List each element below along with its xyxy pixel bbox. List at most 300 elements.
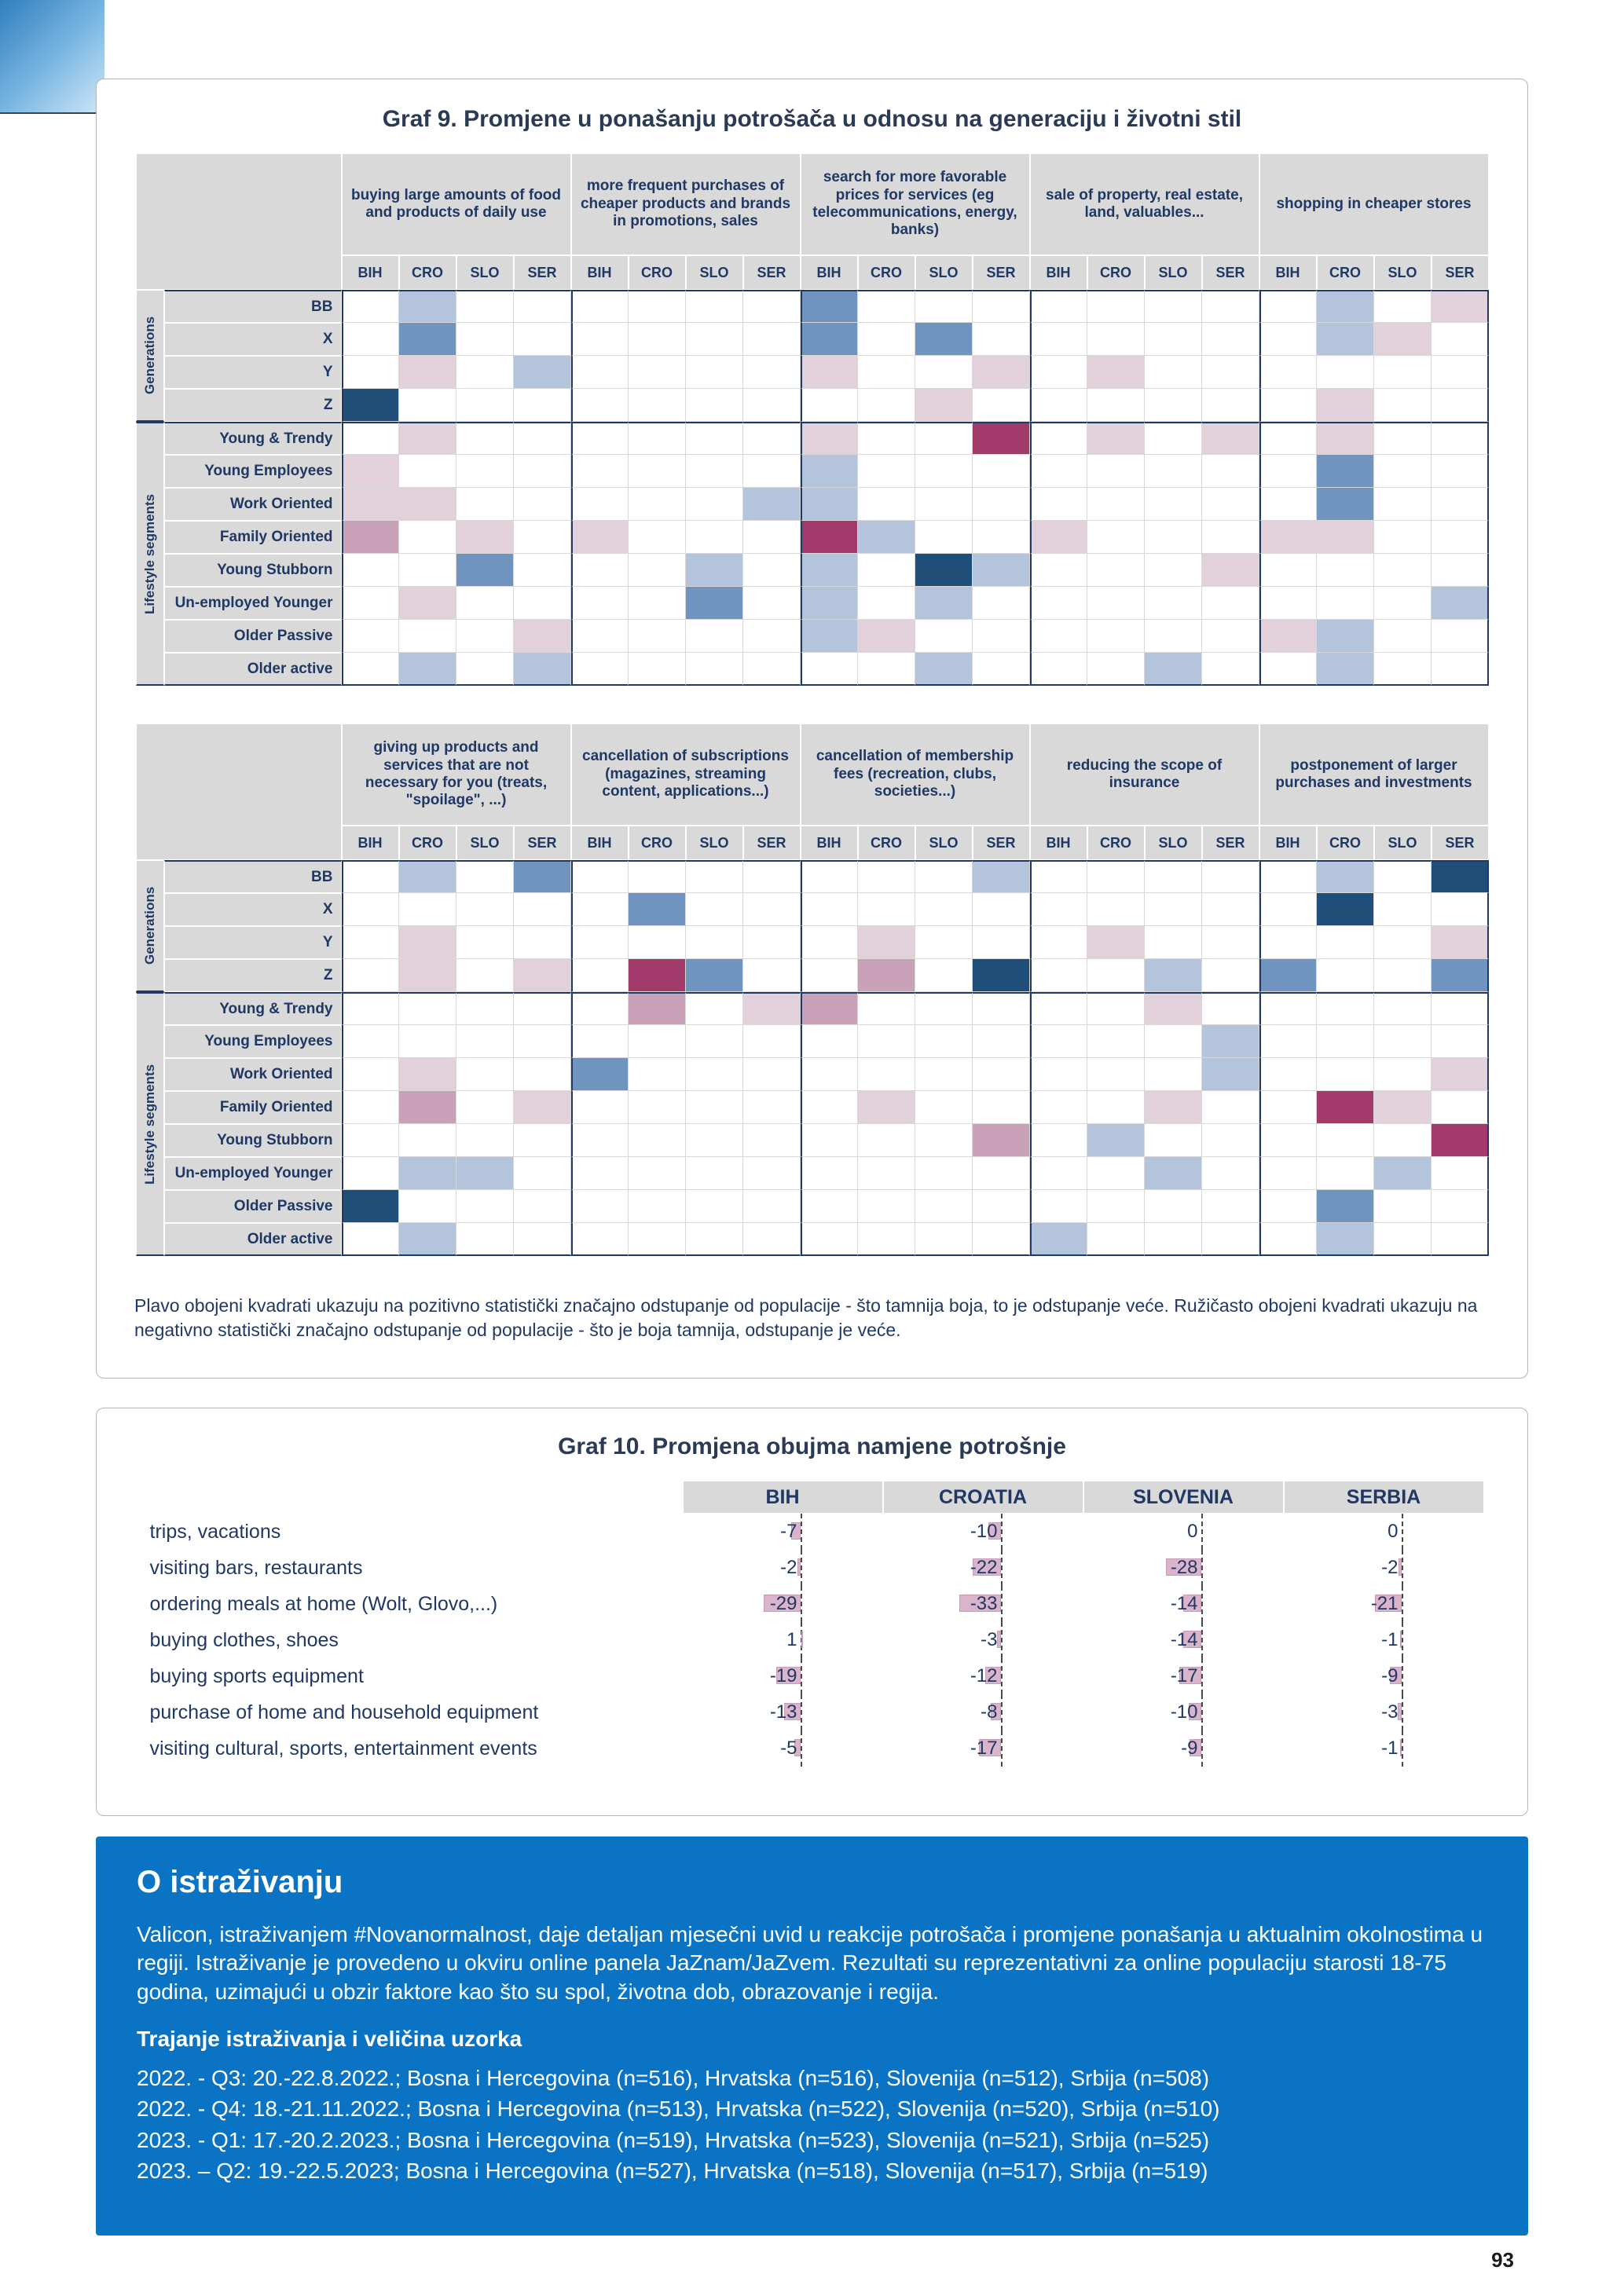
heatmap-cell xyxy=(399,521,456,554)
heatmap-cell xyxy=(743,389,801,422)
row-label: Young & Trendy xyxy=(164,992,342,1025)
heatmap-cell xyxy=(1259,959,1317,992)
heatmap-cell xyxy=(1259,290,1317,323)
heatmap-cell xyxy=(629,1157,686,1190)
heatmap-cell xyxy=(915,323,973,356)
heatmap-cell xyxy=(399,1190,456,1223)
heatmap-cell xyxy=(1317,488,1374,521)
heatmap-cell xyxy=(858,455,915,488)
graf10-value-cell xyxy=(1284,1658,1484,1694)
graf10-value-cell xyxy=(1284,1514,1484,1550)
heatmap-cell xyxy=(342,587,399,620)
heatmap-cell xyxy=(858,1190,915,1223)
heatmap-cell xyxy=(456,1190,514,1223)
heatmap-cell xyxy=(801,926,858,959)
heatmap-cell xyxy=(801,587,858,620)
heatmap-cell xyxy=(801,893,858,926)
heatmap-cell xyxy=(1259,992,1317,1025)
heatmap-cell xyxy=(1259,455,1317,488)
heatmap-cell xyxy=(743,860,801,893)
graf10-row-label: visiting bars, restaurants xyxy=(149,1556,363,1579)
heatmap-cell xyxy=(342,1190,399,1223)
zero-axis xyxy=(1402,1694,1403,1730)
graf10-value-cell xyxy=(683,1694,883,1730)
heatmap-cell xyxy=(629,488,686,521)
heatmap-cell xyxy=(514,926,571,959)
heatmap-cell xyxy=(629,620,686,653)
heatmap-cell xyxy=(915,290,973,323)
heatmap-cell xyxy=(686,488,743,521)
graf10-value-cell xyxy=(683,1730,883,1767)
heatmap-cell xyxy=(1145,422,1202,455)
heatmap-cell xyxy=(973,926,1030,959)
heatmap-cell xyxy=(1030,959,1087,992)
heatmap-cell xyxy=(629,1025,686,1058)
graf10-value-cell xyxy=(1284,1622,1484,1658)
heatmap-cell xyxy=(629,1124,686,1157)
heatmap-cell xyxy=(1374,926,1432,959)
heatmap-cell xyxy=(973,1058,1030,1091)
heatmap-cell xyxy=(858,653,915,686)
value-label: -19 xyxy=(769,1665,797,1686)
heatmap-cell xyxy=(743,323,801,356)
heatmap-cell xyxy=(629,893,686,926)
heatmap-cell xyxy=(514,992,571,1025)
heatmap-cell xyxy=(629,455,686,488)
heatmap-cell xyxy=(1087,1025,1145,1058)
heatmap-cell xyxy=(342,521,399,554)
row-label: Y xyxy=(164,926,342,959)
graf10-value-cell xyxy=(1284,1550,1484,1586)
heatmap-cell xyxy=(973,1091,1030,1124)
heatmap-cell xyxy=(514,323,571,356)
value-label: -14 xyxy=(1170,1593,1198,1614)
heatmap-cell xyxy=(342,620,399,653)
heatmap-cell xyxy=(1202,1025,1259,1058)
heatmap-cell xyxy=(1145,893,1202,926)
country-header: SLO xyxy=(456,255,514,290)
heatmap-cell xyxy=(743,554,801,587)
sample-line: 2022. - Q3: 20.-22.8.2022.; Bosna i Hercegovina (n=516), Hrvatska (n=516), Slovenija (n=512), Srbija (n=508) xyxy=(137,2066,1210,2091)
heatmap-cell xyxy=(801,323,858,356)
heatmap-cell xyxy=(915,455,973,488)
heatmap-cell xyxy=(1030,290,1087,323)
heatmap-cell xyxy=(1087,926,1145,959)
column-group-header: buying large amounts of food and products of daily use xyxy=(342,153,571,255)
heatmap-cell xyxy=(915,1058,973,1091)
row-label: Young Employees xyxy=(164,455,342,488)
heatmap-cell xyxy=(1374,992,1432,1025)
heatmap-cell xyxy=(1030,488,1087,521)
heatmap-cell xyxy=(1432,959,1489,992)
zero-axis xyxy=(1201,1694,1203,1730)
heatmap-cell xyxy=(1202,1223,1259,1256)
heatmap-cell xyxy=(629,422,686,455)
heatmap-cell xyxy=(1259,521,1317,554)
heatmap-cell xyxy=(686,1124,743,1157)
about-panel xyxy=(96,1836,1528,2236)
heatmap-cell xyxy=(1145,992,1202,1025)
heatmap-cell xyxy=(915,1091,973,1124)
heatmap-cell xyxy=(1432,1124,1489,1157)
heatmap-cell xyxy=(1259,554,1317,587)
heatmap-cell xyxy=(1145,1124,1202,1157)
heatmap-cell xyxy=(743,992,801,1025)
heatmap-cell xyxy=(801,860,858,893)
heatmap-cell xyxy=(1432,290,1489,323)
heatmap-cell xyxy=(456,1091,514,1124)
heatmap-cell xyxy=(1087,959,1145,992)
heatmap-cell xyxy=(1432,1025,1489,1058)
country-header: SLO xyxy=(1374,255,1432,290)
heatmap-cell xyxy=(743,1058,801,1091)
heatmap-cell xyxy=(801,455,858,488)
heatmap-cell xyxy=(743,455,801,488)
zero-axis xyxy=(1201,1586,1203,1622)
heatmap-cell xyxy=(1202,422,1259,455)
zero-axis xyxy=(1402,1514,1403,1550)
value-label: -12 xyxy=(970,1665,998,1686)
heatmap-cell xyxy=(456,620,514,653)
value-label: 0 xyxy=(1388,1521,1399,1542)
heatmap-cell xyxy=(456,554,514,587)
heatmap-cell xyxy=(743,620,801,653)
column-group-header: more frequent purchases of cheaper products and brands in promotions, sales xyxy=(571,153,801,255)
row-label: Older active xyxy=(164,653,342,686)
heatmap-cell xyxy=(399,422,456,455)
heatmap-cell xyxy=(1202,992,1259,1025)
heatmap-cell xyxy=(801,1025,858,1058)
heatmap-cell xyxy=(1317,1157,1374,1190)
row-label: Y xyxy=(164,356,342,389)
heatmap-cell xyxy=(342,653,399,686)
graf10-table xyxy=(141,1481,1484,1767)
heatmap-cell xyxy=(686,356,743,389)
row-label: X xyxy=(164,893,342,926)
heatmap-cell xyxy=(456,422,514,455)
heatmap-cell xyxy=(571,1124,629,1157)
heatmap-cell xyxy=(399,554,456,587)
heatmap-cell xyxy=(1374,323,1432,356)
heatmap-cell xyxy=(629,992,686,1025)
graf10-value-cell xyxy=(683,1586,883,1622)
heatmap-cell xyxy=(1087,422,1145,455)
country-header: SLO xyxy=(915,826,973,860)
row-label: BB xyxy=(164,290,342,323)
heatmap-cell xyxy=(915,422,973,455)
country-header: SER xyxy=(973,255,1030,290)
heatmap-cell xyxy=(858,1157,915,1190)
heatmap-cell xyxy=(456,893,514,926)
heatmap-cell xyxy=(686,959,743,992)
heatmap-cell xyxy=(973,455,1030,488)
heatmap-cell xyxy=(1374,488,1432,521)
heatmap-cell xyxy=(629,860,686,893)
heatmap-cell xyxy=(1145,959,1202,992)
heatmap-cell xyxy=(1259,389,1317,422)
value-label: 1 xyxy=(786,1629,797,1650)
heatmap-cell xyxy=(1030,587,1087,620)
country-header: BIH xyxy=(1030,255,1087,290)
heatmap-cell xyxy=(915,1190,973,1223)
zero-axis xyxy=(801,1694,802,1730)
country-header: CRO xyxy=(629,255,686,290)
heatmap-cell xyxy=(1317,290,1374,323)
heatmap-cell xyxy=(629,554,686,587)
country-header: BIH xyxy=(342,255,399,290)
heatmap-cell xyxy=(1087,620,1145,653)
heatmap-cell xyxy=(1030,1223,1087,1256)
heatmap-cell xyxy=(571,488,629,521)
heatmap-cell xyxy=(973,1157,1030,1190)
heatmap-cell xyxy=(801,1091,858,1124)
heatmap-cell xyxy=(973,1223,1030,1256)
heatmap-cell xyxy=(629,521,686,554)
row-label: X xyxy=(164,323,342,356)
heatmap-cell xyxy=(514,1124,571,1157)
zero-axis xyxy=(1001,1694,1003,1730)
heatmap-cell xyxy=(973,422,1030,455)
heatmap-cell xyxy=(686,653,743,686)
row-group-label: Lifestyle segments xyxy=(136,992,164,1256)
row-label: Older active xyxy=(164,1223,342,1256)
value-label: -9 xyxy=(1181,1738,1198,1759)
heatmap-cell xyxy=(858,860,915,893)
heatmap-cell xyxy=(1030,653,1087,686)
heatmap-cell xyxy=(456,959,514,992)
heatmap-cell xyxy=(858,323,915,356)
heatmap-cell xyxy=(915,620,973,653)
heatmap-cell xyxy=(514,959,571,992)
heatmap-cell xyxy=(686,1223,743,1256)
zero-axis xyxy=(1201,1550,1203,1586)
heatmap-cell xyxy=(571,1091,629,1124)
heatmap-cell xyxy=(342,959,399,992)
value-label: 0 xyxy=(1187,1521,1198,1542)
heatmap-cell xyxy=(801,356,858,389)
heatmap-cell xyxy=(1145,389,1202,422)
heatmap-cell xyxy=(743,521,801,554)
heatmap-cell xyxy=(801,1157,858,1190)
heatmap-cell xyxy=(342,290,399,323)
graf10-row-label: ordering meals at home (Wolt, Glovo,...) xyxy=(149,1592,498,1615)
heatmap-cell xyxy=(1432,926,1489,959)
heatmap-cell xyxy=(1030,1091,1087,1124)
heatmap-cell xyxy=(1145,1025,1202,1058)
graf10-value-cell xyxy=(1083,1658,1284,1694)
heatmap-cell xyxy=(1317,860,1374,893)
heatmap-cell xyxy=(456,860,514,893)
heatmap-cell xyxy=(1317,455,1374,488)
heatmap-cell xyxy=(514,356,571,389)
value-bar xyxy=(1399,1558,1401,1576)
heatmap-cell xyxy=(1202,488,1259,521)
heatmap-cell xyxy=(1087,488,1145,521)
heatmap-cell xyxy=(1202,1124,1259,1157)
graf10-value-cell xyxy=(683,1550,883,1586)
heatmap-cell xyxy=(1259,356,1317,389)
heatmap-cell xyxy=(342,926,399,959)
heatmap-cell xyxy=(743,926,801,959)
heatmap-cell xyxy=(629,653,686,686)
heatmap-cell xyxy=(1202,860,1259,893)
heatmap-cell xyxy=(1374,959,1432,992)
heatmap-cell xyxy=(1432,1190,1489,1223)
heatmap-cell xyxy=(1317,389,1374,422)
country-header: CRO xyxy=(1087,826,1145,860)
heatmap-cell xyxy=(1374,860,1432,893)
graf10-value-cell xyxy=(1083,1586,1284,1622)
heatmap-cell xyxy=(342,893,399,926)
heatmap-cell xyxy=(686,620,743,653)
value-label: -2 xyxy=(1381,1557,1399,1578)
heatmap-cell xyxy=(1432,1091,1489,1124)
heatmap-cell xyxy=(342,455,399,488)
heatmap-cell xyxy=(399,389,456,422)
heatmap-cell xyxy=(1145,620,1202,653)
heatmap-cell xyxy=(1374,1223,1432,1256)
value-bar xyxy=(801,1631,803,1648)
value-label: -8 xyxy=(981,1701,998,1723)
heatmap-cell xyxy=(1432,1157,1489,1190)
heatmap-cell xyxy=(1202,1190,1259,1223)
heatmap-cell xyxy=(399,926,456,959)
value-bar xyxy=(1400,1631,1402,1648)
heatmap-cell xyxy=(399,959,456,992)
heatmap-cell xyxy=(858,488,915,521)
heatmap-cell xyxy=(456,1058,514,1091)
heatmap-cell xyxy=(456,389,514,422)
heatmap-cell xyxy=(1432,653,1489,686)
country-header: BIH xyxy=(571,826,629,860)
heatmap-cell xyxy=(342,1091,399,1124)
heatmap-cell xyxy=(801,554,858,587)
heatmap-cell xyxy=(973,488,1030,521)
heatmap-cell xyxy=(399,893,456,926)
heatmap-cell xyxy=(342,422,399,455)
heatmap-cell xyxy=(858,992,915,1025)
heatmap-cell xyxy=(1374,1124,1432,1157)
country-header: CRO xyxy=(629,826,686,860)
heatmap-cell xyxy=(1145,1223,1202,1256)
graf10-row-label: trips, vacations xyxy=(149,1520,281,1543)
heatmap-cell xyxy=(514,587,571,620)
heatmap-cell xyxy=(514,1157,571,1190)
heatmap-cell xyxy=(1202,323,1259,356)
heatmap-cell xyxy=(514,455,571,488)
row-label: Family Oriented xyxy=(164,1091,342,1124)
value-label: -28 xyxy=(1170,1557,1198,1578)
heatmap-cell xyxy=(973,860,1030,893)
heatmap-cell xyxy=(399,290,456,323)
heatmap-cell xyxy=(1259,323,1317,356)
heatmap-cell xyxy=(1259,1190,1317,1223)
heatmap-cell xyxy=(629,1058,686,1091)
column-group-header: sale of property, real estate, land, valuables... xyxy=(1030,153,1259,255)
heatmap-cell xyxy=(571,521,629,554)
heatmap-cell xyxy=(1145,587,1202,620)
graf10-column-header: BIH xyxy=(683,1481,883,1514)
heatmap-cell xyxy=(973,959,1030,992)
row-label: Un-employed Younger xyxy=(164,1157,342,1190)
heatmap-cell xyxy=(1317,1190,1374,1223)
row-group-label: Generations xyxy=(136,290,164,422)
heatmap-cell xyxy=(1030,1025,1087,1058)
heatmap-cell xyxy=(915,587,973,620)
heatmap-cell xyxy=(1317,959,1374,992)
zero-axis xyxy=(801,1730,802,1767)
country-header: BIH xyxy=(1259,826,1317,860)
heatmap-cell xyxy=(858,959,915,992)
heatmap-cell xyxy=(399,620,456,653)
heatmap-cell xyxy=(1087,587,1145,620)
heatmap-cell xyxy=(456,653,514,686)
heatmap-cell xyxy=(858,926,915,959)
graf10-value-cell xyxy=(1083,1622,1284,1658)
heatmap-cell xyxy=(514,893,571,926)
heatmap-cell xyxy=(973,992,1030,1025)
heatmap-cell xyxy=(915,1025,973,1058)
heatmap-cell xyxy=(915,959,973,992)
country-header: CRO xyxy=(858,826,915,860)
value-label: -10 xyxy=(970,1521,998,1542)
heatmap-cell xyxy=(1374,554,1432,587)
graf10-value-cell xyxy=(1083,1550,1284,1586)
heatmap-cell xyxy=(686,521,743,554)
heatmap-cell xyxy=(629,323,686,356)
heatmap-cell xyxy=(571,554,629,587)
value-label: -17 xyxy=(970,1738,998,1759)
heatmap-cell xyxy=(1202,587,1259,620)
heatmap-cell xyxy=(514,620,571,653)
heatmap-cell xyxy=(686,290,743,323)
heatmap-cell xyxy=(1202,1058,1259,1091)
heatmap-cell xyxy=(1030,860,1087,893)
heatmap-cell xyxy=(743,488,801,521)
heatmap-cell xyxy=(342,1223,399,1256)
heatmap-cell xyxy=(629,587,686,620)
heatmap-cell xyxy=(1202,455,1259,488)
value-label: -1 xyxy=(1381,1738,1399,1759)
heatmap-cell xyxy=(629,1091,686,1124)
heatmap-cell xyxy=(456,926,514,959)
heatmap-cell xyxy=(456,290,514,323)
heatmap-cell xyxy=(743,1124,801,1157)
heatmap-cell xyxy=(571,620,629,653)
heatmap-cell xyxy=(629,290,686,323)
heatmap-cell xyxy=(973,620,1030,653)
heatmap-cell xyxy=(858,1091,915,1124)
row-label: BB xyxy=(164,860,342,893)
column-group-header: cancellation of subscriptions (magazines, streaming content, applications...) xyxy=(571,723,801,826)
heatmap-cell xyxy=(342,992,399,1025)
graf10-value-cell xyxy=(883,1658,1083,1694)
country-header: SER xyxy=(1432,255,1489,290)
heatmap-cell xyxy=(571,653,629,686)
heatmap-cell xyxy=(514,1058,571,1091)
heatmap-cell xyxy=(571,1190,629,1223)
heatmap-cell xyxy=(915,389,973,422)
heatmap-cell xyxy=(801,620,858,653)
heatmap-cell xyxy=(1374,455,1432,488)
heatmap-cell xyxy=(1317,1223,1374,1256)
heatmap-cell xyxy=(915,653,973,686)
heatmap-cell xyxy=(1145,1058,1202,1091)
heatmap-cell xyxy=(1087,290,1145,323)
heatmap-cell xyxy=(342,1025,399,1058)
row-label: Family Oriented xyxy=(164,521,342,554)
heatmap-cell xyxy=(514,1223,571,1256)
